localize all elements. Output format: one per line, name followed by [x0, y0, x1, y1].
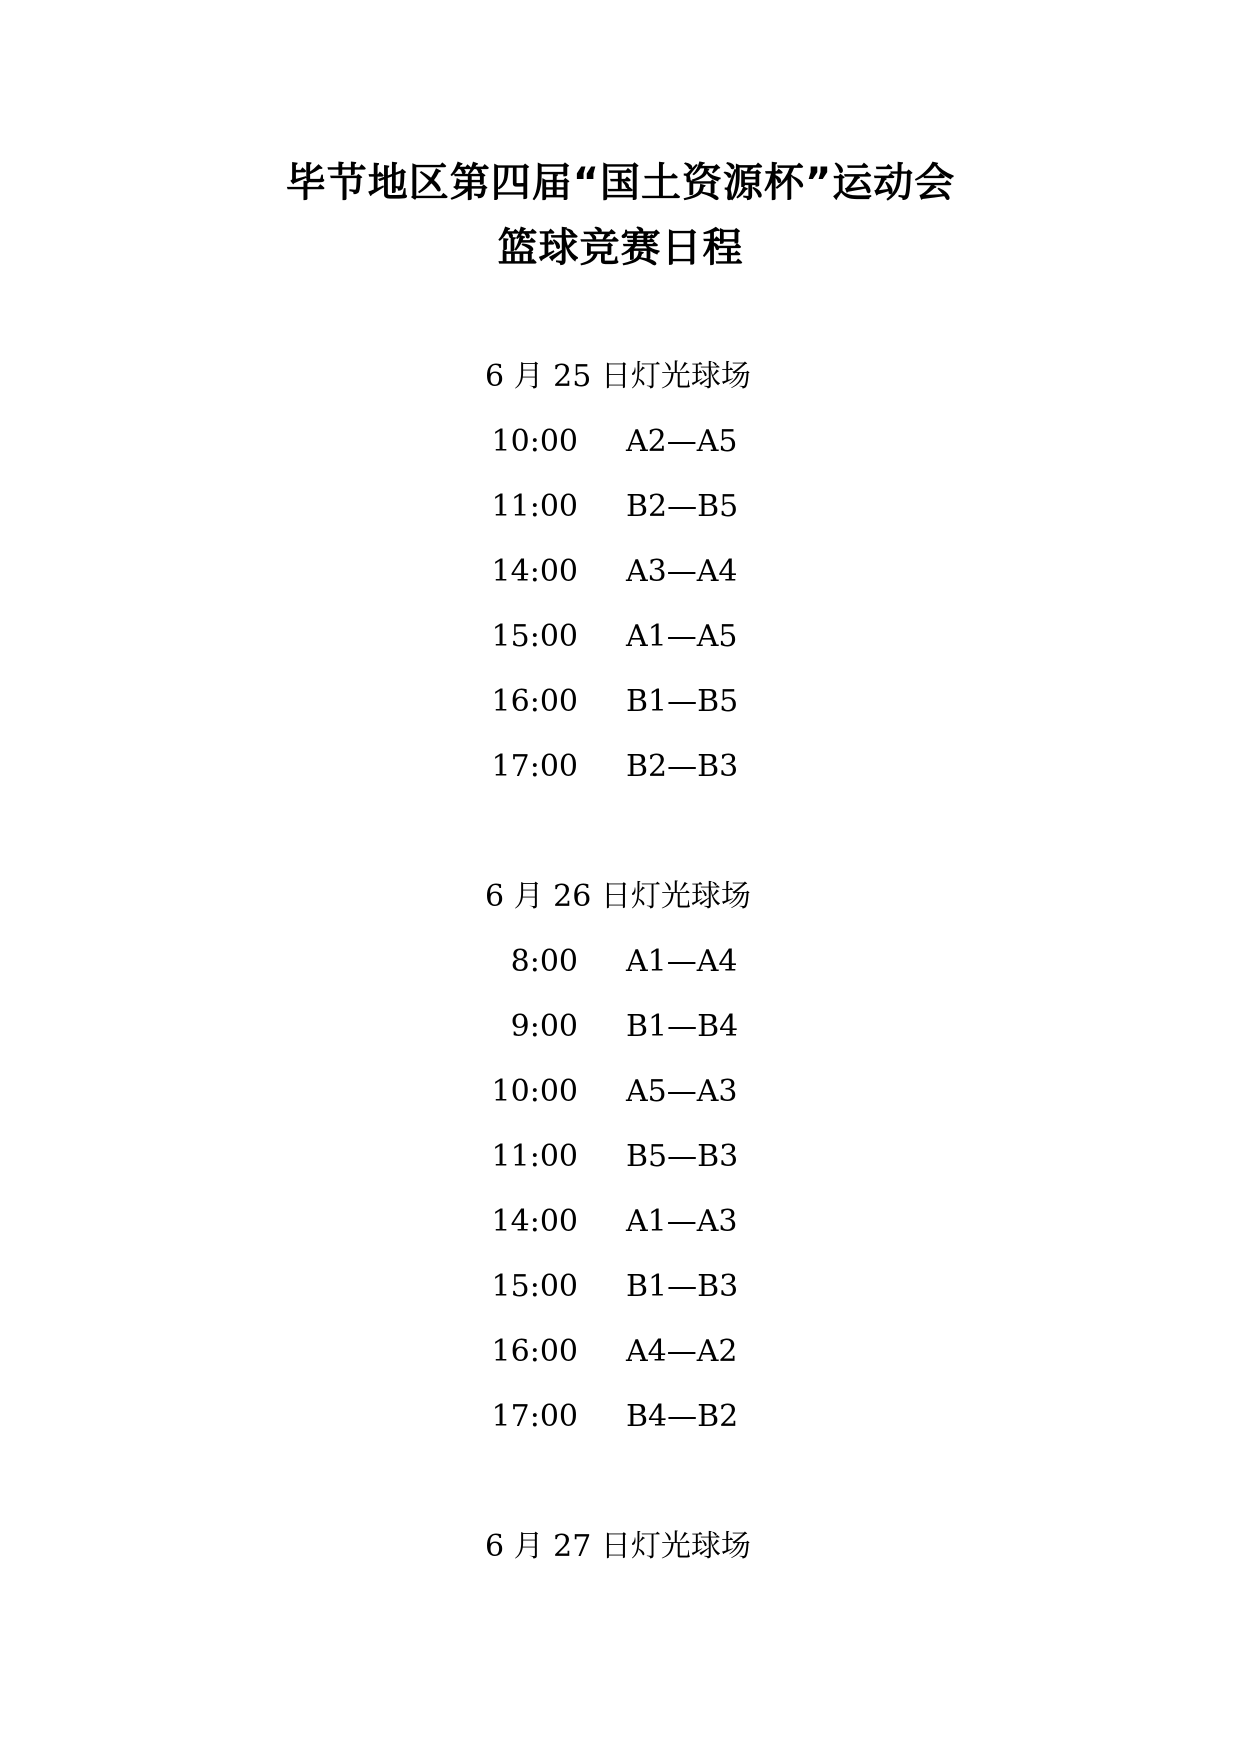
match-time: 11:00	[491, 1139, 578, 1174]
match-row	[0, 487, 1241, 527]
match-teams: A1—A4	[626, 944, 738, 979]
day-heading: 6 月 25 日灯光球场	[485, 359, 751, 394]
match-teams: B2—B5	[626, 489, 739, 524]
match-teams: A1—A3	[626, 1204, 738, 1239]
match-row	[0, 552, 1241, 592]
match-time: 9:00	[510, 1009, 578, 1044]
match-row	[0, 1072, 1241, 1112]
match-time: 14:00	[491, 554, 578, 589]
match-teams: A2—A5	[626, 424, 738, 459]
match-teams: A4—A2	[626, 1334, 738, 1369]
match-time: 17:00	[491, 749, 578, 784]
match-row	[0, 942, 1241, 982]
match-row	[0, 617, 1241, 657]
match-time: 15:00	[491, 619, 578, 654]
match-teams: A3—A4	[626, 554, 738, 589]
match-teams: A5—A3	[626, 1074, 738, 1109]
day-heading: 6 月 26 日灯光球场	[485, 879, 751, 914]
match-teams: B2—B3	[626, 749, 739, 784]
match-teams: A1—A5	[626, 619, 738, 654]
match-teams: B5—B3	[626, 1139, 739, 1174]
match-time: 15:00	[491, 1269, 578, 1304]
match-row	[0, 747, 1241, 787]
match-row	[0, 1332, 1241, 1372]
match-row	[0, 1137, 1241, 1177]
match-row	[0, 1267, 1241, 1307]
match-teams: B1—B5	[626, 684, 739, 719]
match-row	[0, 1397, 1241, 1437]
match-teams: B1—B4	[626, 1009, 739, 1044]
match-time: 14:00	[491, 1204, 578, 1239]
match-time: 16:00	[491, 684, 578, 719]
match-row	[0, 682, 1241, 722]
match-time: 17:00	[491, 1399, 578, 1434]
page-title: 毕节地区第四届“国土资源杯”运动会	[285, 160, 956, 206]
match-time: 10:00	[491, 1074, 578, 1109]
match-teams: B1—B3	[626, 1269, 739, 1304]
match-time: 11:00	[491, 489, 578, 524]
match-row	[0, 422, 1241, 462]
match-time: 8:00	[510, 944, 578, 979]
page-subtitle: 篮球竞赛日程	[497, 225, 744, 271]
match-row	[0, 1007, 1241, 1047]
day-heading: 6 月 27 日灯光球场	[485, 1529, 751, 1564]
match-time: 16:00	[491, 1334, 578, 1369]
match-time: 10:00	[491, 424, 578, 459]
match-row	[0, 1202, 1241, 1242]
match-teams: B4—B2	[626, 1399, 739, 1434]
